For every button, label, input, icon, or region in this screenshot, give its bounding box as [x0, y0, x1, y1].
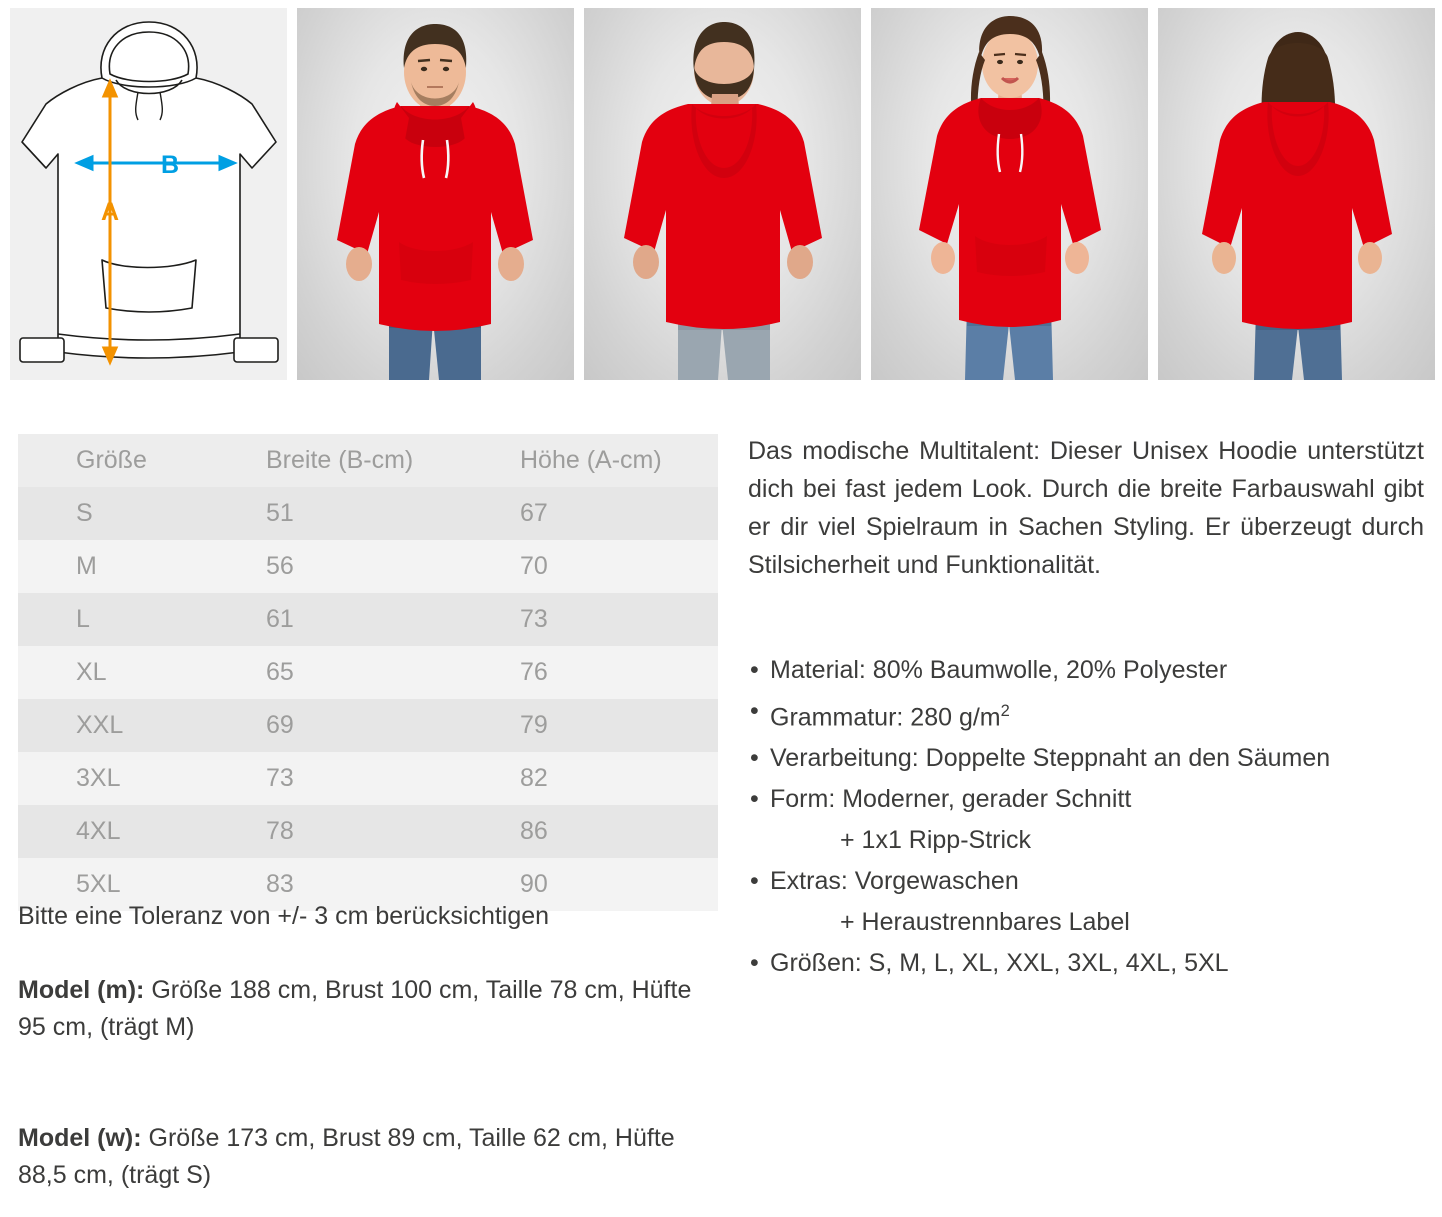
cell-size: 4XL: [76, 817, 121, 845]
table-row: [18, 805, 718, 858]
cell-size: XXL: [76, 711, 124, 739]
cell-size: L: [76, 605, 90, 633]
spec-form-sub: [748, 820, 1438, 861]
cell-width: 83: [266, 870, 294, 898]
spec-weight: [748, 691, 1438, 738]
spec-text: + 1x1 Ripp-Strick: [840, 826, 1032, 855]
spec-text: Extras: Vorgewaschen: [770, 867, 1019, 896]
size-table: [18, 434, 718, 911]
spec-material: [748, 650, 1438, 691]
cell-size: S: [76, 499, 93, 527]
model-male-back: [584, 8, 861, 380]
cell-width: 65: [266, 658, 294, 686]
table-header-row: [18, 434, 718, 487]
table-row: [18, 593, 718, 646]
cell-height: 67: [520, 499, 548, 527]
spec-extras: [748, 861, 1438, 902]
model-male-label: Model (m):: [18, 976, 145, 1004]
model-female-front: [871, 8, 1148, 380]
hoodie-technical-drawing: [10, 8, 287, 380]
cell-width: 73: [266, 764, 294, 792]
cell-height: 86: [520, 817, 548, 845]
model-female-label: Model (w):: [18, 1124, 142, 1152]
column-header-width: Breite (B-cm): [266, 446, 414, 474]
cell-width: 61: [266, 605, 294, 633]
model-female-text: Größe 173 cm, Brust 89 cm, Taille 62 cm, Hüfte 88,5 cm, (trägt S): [18, 1124, 675, 1189]
product-description: Das modische Multitalent: Dieser Unisex Hoodie unterstützt dich bei fast jedem Look. Durch die breite Farbauswahl gibt er dir viel Spielraum in Sachen Styling. Er überzeugt durch Stilsicherheit und Funktionalität.: [748, 437, 1424, 579]
column-header-height: Höhe (A-cm): [520, 446, 662, 474]
cell-height: 73: [520, 605, 548, 633]
cell-height: 70: [520, 552, 548, 580]
cell-height: 76: [520, 658, 548, 686]
model-male-text: Größe 188 cm, Brust 100 cm, Taille 78 cm, Hüfte 95 cm, (trägt M): [18, 976, 692, 1041]
spec-text: Grammatur: 280 g/m: [770, 703, 1001, 732]
product-details-section: [0, 392, 1442, 1217]
table-row: [18, 699, 718, 752]
cell-width: 56: [266, 552, 294, 580]
spec-superscript: 2: [1000, 702, 1010, 720]
spec-form: [748, 779, 1438, 820]
spec-workmanship: [748, 738, 1438, 779]
model-female-back: [1158, 8, 1435, 380]
model-male-front: [297, 8, 574, 380]
cell-size: XL: [76, 658, 107, 686]
table-row: [18, 646, 718, 699]
model-female-measurements: [18, 1120, 718, 1194]
spec-text: Verarbeitung: Doppelte Steppnaht an den Säumen: [770, 744, 1331, 773]
table-row: [18, 752, 718, 805]
cell-height: 82: [520, 764, 548, 792]
spec-text: Material: 80% Baumwolle, 20% Polyester: [770, 656, 1228, 684]
cell-size: 5XL: [76, 870, 121, 898]
cell-size: M: [76, 552, 97, 580]
cell-width: 51: [266, 499, 294, 527]
column-header-size: Größe: [76, 446, 147, 474]
tolerance-note: Bitte eine Toleranz von +/- 3 cm berücksichtigen: [18, 902, 550, 930]
cell-width: 78: [266, 817, 294, 845]
spec-sizes: [748, 943, 1438, 984]
spec-extras-sub: [748, 902, 1438, 943]
product-spec-list: [748, 650, 1438, 984]
model-male-measurements: [18, 972, 718, 1046]
cell-width: 69: [266, 711, 294, 739]
cell-height: 90: [520, 870, 548, 898]
measure-label-a: A: [100, 198, 120, 226]
table-row: [18, 540, 718, 593]
cell-size: 3XL: [76, 764, 121, 792]
table-row: [18, 487, 718, 540]
measure-label-b: B: [160, 151, 180, 179]
spec-text: Größen: S, M, L, XL, XXL, 3XL, 4XL, 5XL: [770, 949, 1229, 978]
cell-height: 79: [520, 711, 548, 739]
spec-text: + Heraustrennbares Label: [840, 908, 1130, 937]
spec-text: Form: Moderner, gerader Schnitt: [770, 785, 1132, 814]
product-image-strip: [0, 0, 1442, 380]
